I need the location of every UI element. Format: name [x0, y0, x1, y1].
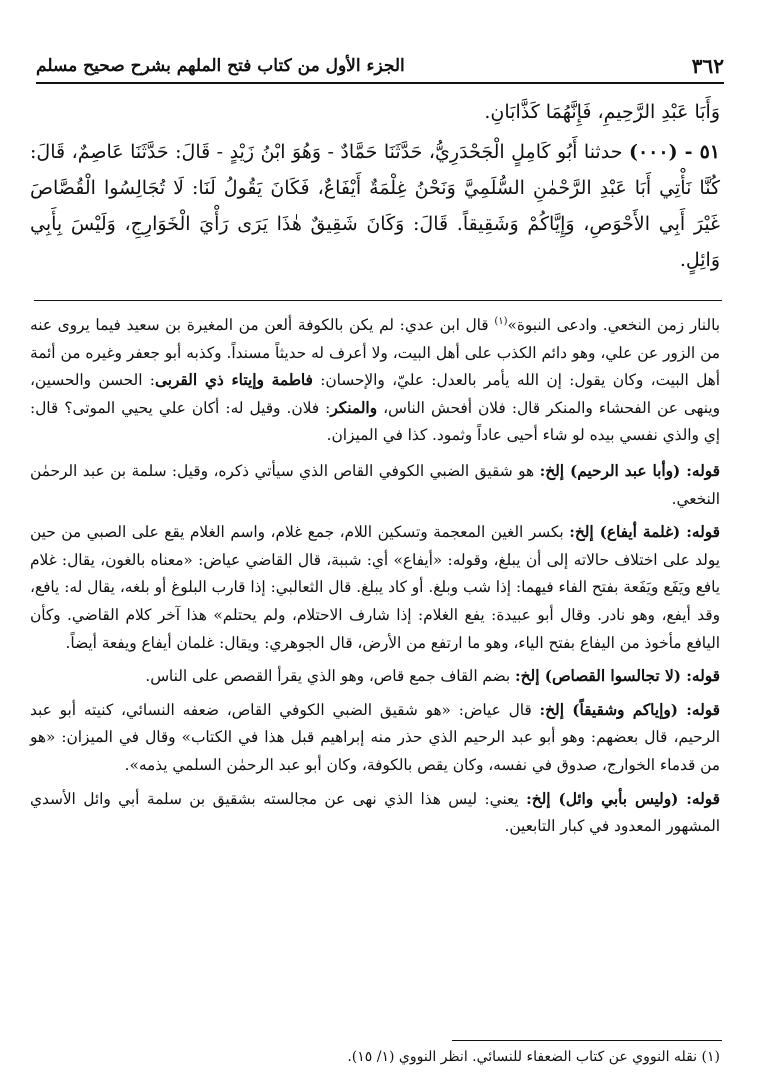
note-heading: قوله: (وأبا عبد الرحيم) إلخ:	[539, 462, 720, 481]
commentary-note	[30, 663, 720, 691]
note-heading: قوله: (لا تجالسوا القصاص) إلخ:	[515, 667, 720, 686]
commentary-note	[30, 458, 720, 513]
note-text: هو شقيق الضبي الكوفي القاص الذي سيأتي ذكره، وقيل: سلمة بن عبد الرحمٰن النخعي.	[30, 462, 720, 508]
previous-hadith-ending: وَأَبَا عَبْدِ الرَّحِيمِ، فَإِنَّهُمَا كَذَّابَانِ.	[484, 101, 720, 123]
commentary-note	[30, 519, 720, 657]
hadith-text-block	[30, 94, 720, 278]
intro-text-3: : الحسن والحسين، وينهى عن الفحشاء والمنكر قال: فلان أفحش الناس،	[30, 371, 720, 417]
hadith-number: ٥١ - (٠٠٠)	[628, 141, 721, 163]
footnote-divider	[452, 1040, 722, 1041]
commentary-note	[30, 697, 720, 780]
note-text: بكسر الغين المعجمة وتسكين اللام، جمع غلام، واسم الغلام يقع على الصبي من حين يولد على اختلاف حالاته إلى أن يبلغ، وقوله: «أيفاع» أي: شببة، قال القاضي عياض: «معناه بالغون، يقال: غلام يافع ويَفَع ويَفَعة بفتح الفاء فيهما: إذا شب وبلغ. أو كاد يبلغ. قال الثعالبي: إذا قارب البلوغ أو بلغه، يقال له: يافع، وقد أيفع، وهو نادر. وقال أبو عبيدة: يفع الغلام: إذا شارف الاحتلام، ولم يحتلم» هذا آخر كلام القاضي. وكأن اليافع مأخوذ من اليفاع بفتح الياء، وهو ما ارتفع من الأرض، قال الجوهري: ويقال: غلمان أيفاع ويفعة أيضاً.	[30, 523, 720, 652]
note-text: بضم القاف جمع قاص، وهو الذي يقرأ القصص على الناس.	[145, 667, 516, 686]
hadith-51	[30, 134, 720, 278]
intro-bold-1: فاطمة وإيتاء ذي القربى	[154, 371, 313, 390]
note-heading: قوله: (وإياكم وشقيقاً) إلخ:	[539, 700, 720, 719]
intro-bold-2: والمنكر	[330, 398, 377, 417]
intro-text-1: بالنار زمن النخعي. وادعى النبوة»	[507, 316, 720, 335]
footnote: (١) نقله النووي عن كتاب الضعفاء للنسائي. انظر النووي (١/ ١٥).	[347, 1049, 720, 1065]
note-heading: قوله: (وليس بأبي وائل) إلخ:	[526, 789, 720, 808]
running-title: الجزء الأول من كتاب فتح الملهم بشرح صحيح مسلم	[36, 56, 405, 76]
intro-text-4: : فلان. وقيل له: أكان علي يحيي الموتى؟ قال: إي والذي نفسي بيده لو شاء أحيى عاداً وثمود. كذا في الميزان.	[30, 398, 720, 445]
commentary-note	[30, 786, 720, 841]
commentary-intro	[30, 308, 720, 450]
note-heading: قوله: (غلمة أيفاع) إلخ:	[569, 523, 720, 542]
intro-text-2: قال ابن عدي: لم يكن بالكوفة ألعن من المغيرة بن سعيد فيما يروى عنه من الزور عن علي، وهو دائم الكذب على أهل البيت، ولا أعرف له حديثاً مسنداً. وكذبه أبو جعفر وغيره من أئمة أهل البيت، وكان يقول: إن الله يأمر بالعدل: عليّ، والإحسان:	[30, 316, 720, 390]
running-header	[36, 48, 724, 84]
footnote-ref: (١)	[494, 316, 508, 327]
note-text: قال عياض: «هو شقيق الضبي الكوفي القاص، ضعفه النسائي، كنيته أبو عبد الرحيم، قال بعضهم: وهو أبو عبد الرحيم الذي حذر منه إبراهيم قبل هذا في الكتاب» وقال في الميزان: «هو من قدماء الخوارج، صدوق في نفسه، وكان يقص بالكوفة، وكان أبو عبد الرحمٰن السلمي يذمه».	[30, 700, 720, 774]
note-text: يعني: ليس هذا الذي نهى عن مجالسته بشقيق بن سلمة أبي وائل الأسدي المشهور المعدود في كبار التابعين.	[30, 789, 720, 836]
page-number: ٣٦٢	[691, 54, 724, 78]
hadith-body: حدثنا أَبُو كَامِلٍ الْجَحْدَرِيُّ، حَدَّثَنَا حَمَّادٌ - وَهُوَ ابْنُ زَيْدٍ - قَالَ: حَدَّثَنَا عَاصِمٌ، قَالَ: كُنَّا نَأْتِي أَبَا عَبْدِ الرَّحْمٰنِ السُّلَمِيَّ وَنَحْنُ غِلْمَةٌ أَيْفَاعٌ، فَكَانَ يَقُولُ لَنَا: لَا تُجَالِسُوا الْقُصَّاصَ غَيْرَ أَبِي الأَحْوَصِ، وَإِيَّاكُمْ وَشَقِيقاً. قَالَ: وَكَانَ شَقِيقٌ هٰذَا يَرَى رَأْيَ الْخَوَارِجِ، وَلَيْسَ بِأَبِي وَائِلٍ.	[30, 141, 720, 271]
text-commentary-divider	[34, 300, 722, 301]
commentary-block	[30, 308, 720, 847]
